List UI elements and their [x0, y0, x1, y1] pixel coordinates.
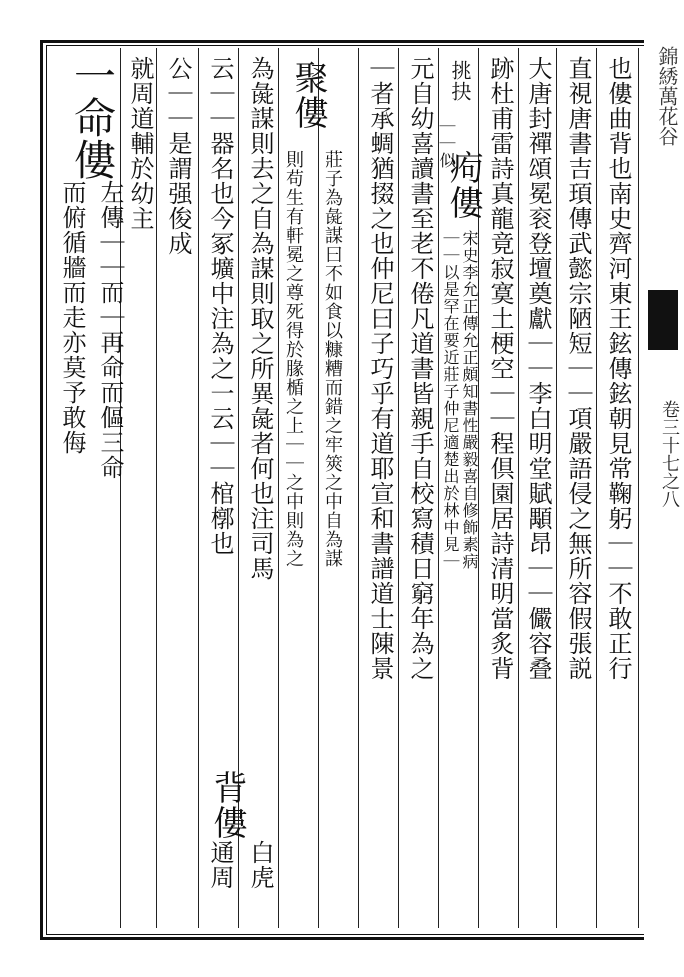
- text-column: ｜｜似: [437, 118, 456, 169]
- column-rule: [358, 48, 359, 928]
- text-column: 云｜｜器名也今冢壙中注為之一云｜｜棺槨也: [206, 56, 234, 556]
- text-column: 白虎: [246, 840, 274, 890]
- column-rule: [318, 48, 319, 928]
- text-column: ｜者承蜩猶掇之也仲尼曰子巧乎有道耶宣和書譜道士陳景: [366, 56, 394, 681]
- text-column: 宋史李允正傳允正頗知書性嚴毅喜自修飾素病: [460, 230, 479, 570]
- text-column: 就周道輔於幼主: [126, 56, 154, 231]
- text-column: 元自幼喜讀書至老不倦凡道書皆親手自校寫積日窮年為之: [406, 56, 434, 681]
- heading-term: 一命僂: [68, 54, 117, 180]
- heading-term: 聚僂: [288, 60, 328, 130]
- volume-title: 錦綉萬花谷: [655, 46, 679, 146]
- text-column: 直視唐書吉頊傳武懿宗陋短｜｜項嚴語侵之無所容假張説: [564, 56, 592, 681]
- text-column: 則苟生有軒冕之尊死得於腞楯之上｜｜之中則為之: [283, 150, 304, 568]
- column-rule: [156, 48, 157, 928]
- text-column: 跡杜甫雷詩真龍竟寂寞土梗空｜｜程倶園居詩清明當炙背: [486, 56, 514, 681]
- column-rule: [398, 48, 399, 928]
- fish-tail-mark: [648, 290, 678, 350]
- text-column: 也僂曲背也南史齊河東王鉉傳鉉朝見常鞠躬｜｜不敢正行: [604, 56, 632, 681]
- column-rule: [556, 48, 557, 928]
- heading-term: 背僂: [207, 770, 247, 840]
- column-rule: [518, 48, 519, 928]
- text-column: 大唐封禪頌冕衮登壇奠獻｜｜李白明堂賦顒昂｜｜儼容叠: [524, 56, 552, 681]
- text-column: 左傳｜｜而｜再命而傴三命: [96, 180, 124, 480]
- text-column: 而俯循牆而走亦莫予敢侮: [58, 180, 86, 455]
- text-column: 公｜｜是謂强俊成: [164, 56, 192, 256]
- text-column: 為彘謀則去之自為謀則取之所異彘者何也注司馬: [246, 56, 274, 581]
- text-column: 挑抉: [448, 60, 472, 102]
- column-rule: [198, 48, 199, 928]
- column-rule: [596, 48, 597, 928]
- heading-term: 痀僂: [443, 150, 483, 220]
- column-rule: [278, 48, 279, 928]
- text-column: ｜｜以是罕在要近莊子仲尼適楚出於林中見｜: [441, 230, 460, 570]
- text-column: 莊子為彘謀曰不如食以糠糟而錯之牢筴之中自為謀: [322, 150, 343, 568]
- text-column: 通周: [206, 840, 234, 890]
- page-mark: 卷三十七之八: [659, 400, 680, 508]
- column-rule: [638, 48, 639, 928]
